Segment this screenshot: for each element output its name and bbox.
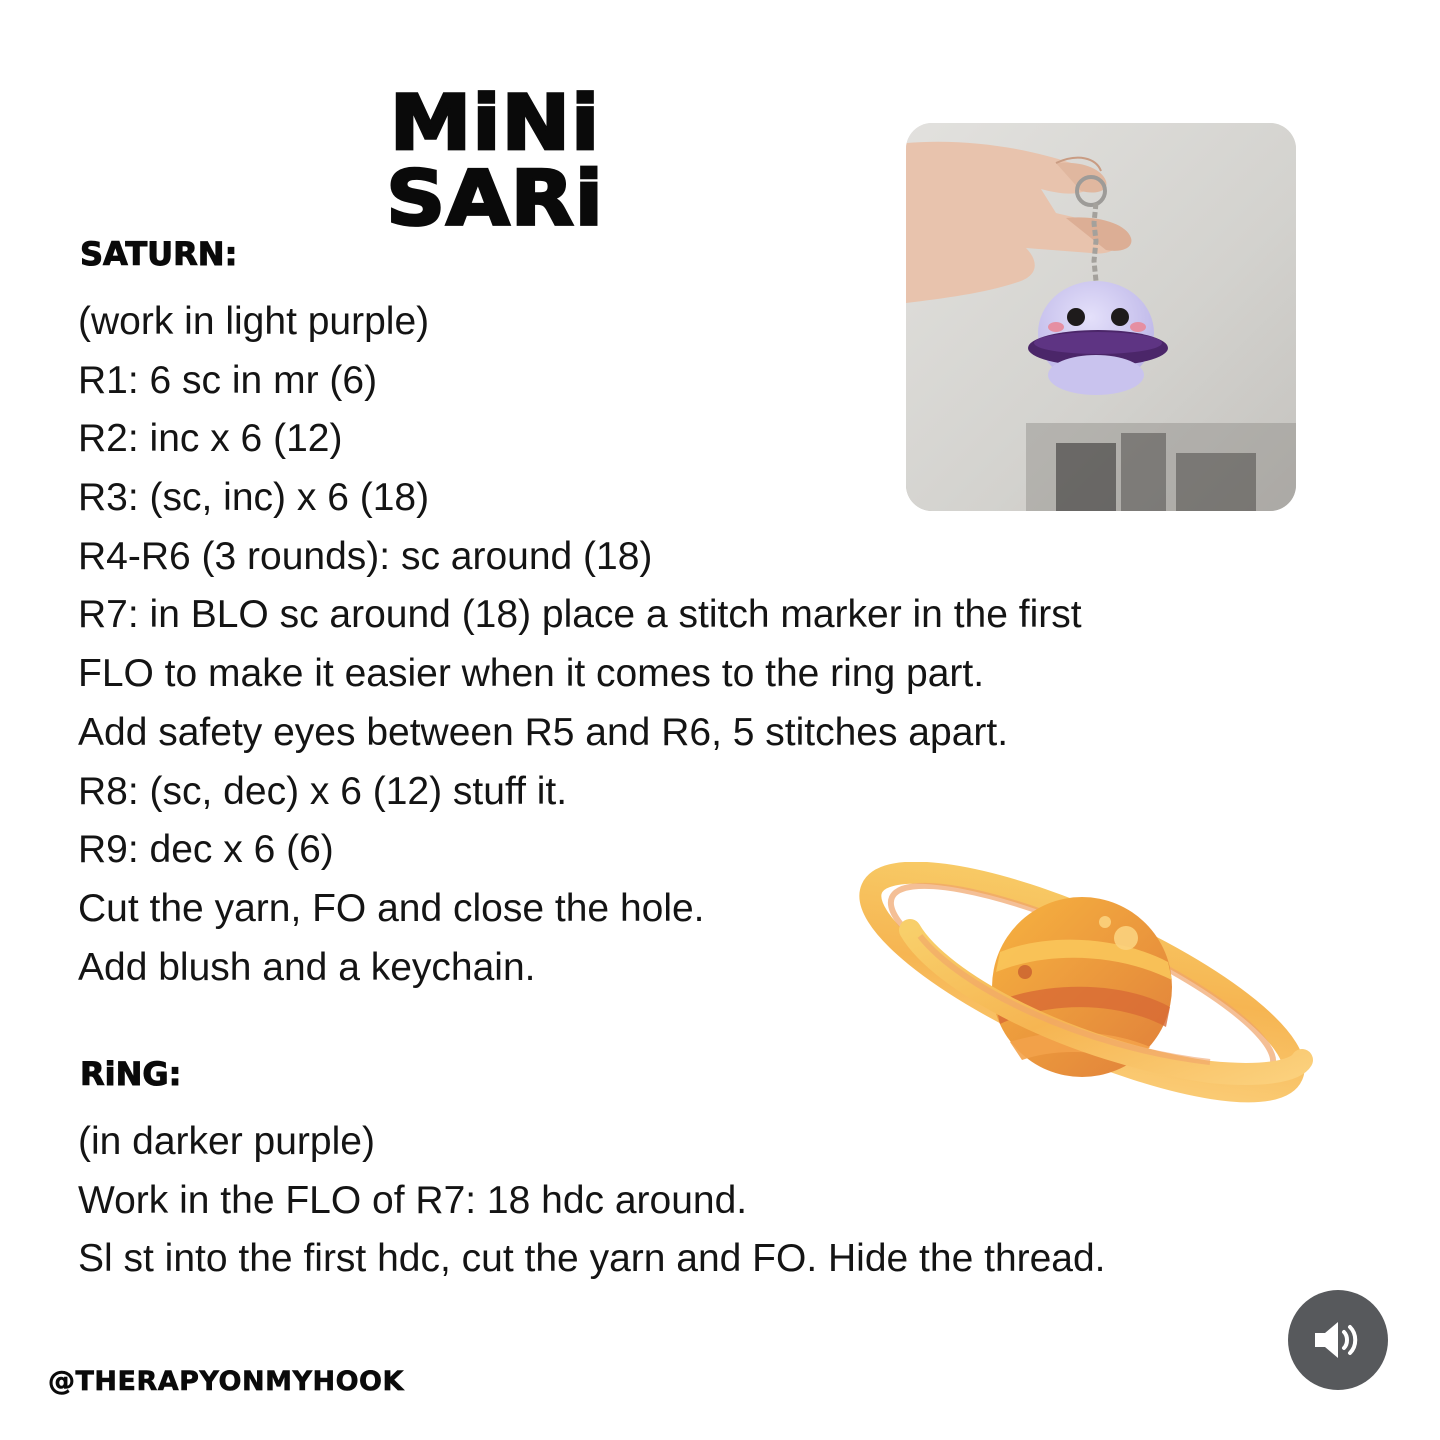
instruction-line: R8: (sc, dec) x 6 (12) stuff it. bbox=[78, 769, 568, 813]
instagram-handle: @THERAPYONMYHOOK bbox=[48, 1366, 404, 1397]
ring-heading: RiNG: bbox=[80, 1055, 182, 1093]
keychain-photo-illustration bbox=[906, 123, 1296, 511]
instruction-line: R4-R6 (3 rounds): sc around (18) bbox=[78, 534, 653, 578]
instruction-line: Work in the FLO of R7: 18 hdc around. bbox=[78, 1178, 748, 1222]
instruction-line: FLO to make it easier when it comes to the ring part. bbox=[78, 652, 985, 696]
sound-button[interactable] bbox=[1288, 1290, 1388, 1390]
speaker-icon bbox=[1311, 1318, 1365, 1362]
saturn-illustration bbox=[850, 862, 1320, 1112]
instruction-line: R3: (sc, inc) x 6 (18) bbox=[78, 476, 430, 520]
instruction-line: R7: in BLO sc around (18) place a stitch marker in the first bbox=[78, 593, 1082, 637]
page-title: MiNi SARi bbox=[386, 80, 604, 243]
instruction-line: R2: inc x 6 (12) bbox=[78, 417, 343, 461]
instruction-line: Cut the yarn, FO and close the hole. bbox=[78, 886, 705, 930]
saturn-heading: SATURN: bbox=[80, 235, 238, 273]
instruction-line: Sl st into the first hdc, cut the yarn and FO. Hide the thread. bbox=[78, 1237, 1106, 1281]
instruction-line: R9: dec x 6 (6) bbox=[78, 828, 334, 872]
instruction-line: (work in light purple) bbox=[78, 300, 430, 343]
keychain-photo bbox=[906, 123, 1296, 511]
instruction-line: R1: 6 sc in mr (6) bbox=[78, 358, 378, 402]
instruction-line: Add blush and a keychain. bbox=[78, 945, 536, 989]
instruction-line: (in darker purple) bbox=[78, 1120, 375, 1163]
ring-instructions bbox=[78, 1113, 1106, 1289]
instruction-line: Add safety eyes between R5 and R6, 5 stitches apart. bbox=[78, 710, 1009, 754]
